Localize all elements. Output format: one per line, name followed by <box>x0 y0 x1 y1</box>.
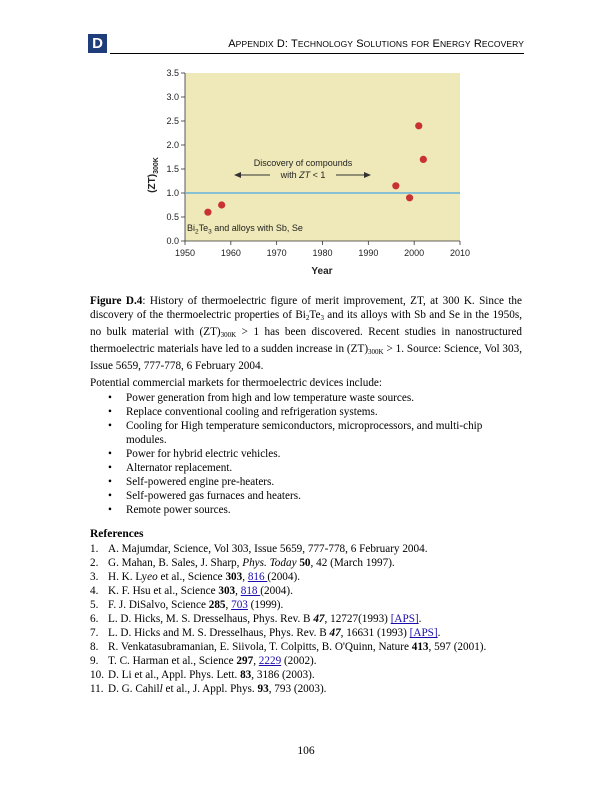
running-header: APPENDIX D: TECHNOLOGY SOLUTIONS FOR ENERGY RECOVERY <box>228 38 524 50</box>
bi2te3-label: $Bi_2Te_3$ and alloys with Sb, Se <box>187 223 303 236</box>
header-rule <box>110 53 524 54</box>
reference-item: 9. T. C. Harman et al., Science 297, 2229 (2002). <box>90 655 317 667</box>
x-tick-label: 2010 <box>449 248 471 258</box>
data-point <box>392 182 399 189</box>
annotation-zt: with ZT < 1 <box>280 170 326 180</box>
y-tick-label: 3.0 <box>166 92 179 102</box>
data-point <box>406 194 413 201</box>
y-axis <box>166 68 185 246</box>
data-point <box>420 156 427 163</box>
figure-caption: Figure D.4: History of thermoelectric figure of merit improvement, ZT, at 300 K. Since the discovery of the thermoelectric properties of $Bi_2Te_3$ and its alloys with Sb and Se in the 1950s, no bulk material with $(ZT)_{300K} > 1$ has been discovered. Recent studies in nanostructured thermoelectric materials have led to a sudden increase in $(ZT)_{300K} > 1$. Source: Science, Vol 303, Issue 5659, 777-778, 6 February 2004. <box>90 295 522 372</box>
reference-item: 1. A. Majumdar, Science, Vol 303, Issue 5659, 777-778, 6 February 2004. <box>90 543 428 555</box>
appendix-badge: D <box>88 34 107 53</box>
y-tick-label: 1.5 <box>166 164 179 174</box>
markets-intro: Potential commercial markets for thermoelectric devices include: <box>90 377 383 389</box>
x-axis <box>175 241 470 258</box>
x-tick-label: 1970 <box>266 248 287 258</box>
x-tick-label: 1960 <box>220 248 241 258</box>
list-item: • Remote power sources. <box>108 503 518 517</box>
x-tick-label: 1950 <box>174 248 196 258</box>
reference-item: 2. G. Mahan, B. Sales, J. Sharp, Phys. Today 50, 42 (March 1997). <box>90 557 395 569</box>
list-item: • Alternator replacement. <box>108 461 518 475</box>
y-tick-label: 0.0 <box>166 236 179 246</box>
reference-item: 3. H. K. Lyeo et al., Science 303, 816 (2004). <box>90 571 301 583</box>
x-tick-label: 1990 <box>358 248 379 258</box>
reference-link[interactable]: 703 <box>231 599 248 611</box>
y-axis-label: $(ZT)_{300K}$ <box>147 157 160 193</box>
list-item: • Replace conventional cooling and refrigeration systems. <box>108 405 518 419</box>
annotation-discovery: Discovery of compounds <box>253 158 353 168</box>
reference-item: 8. R. Venkatasubramanian, E. Siivola, T. Colpitts, B. O'Quinn, Nature 413, 597 (2001). <box>90 641 487 653</box>
list-item: • Cooling for High temperature semiconductors, microprocessors, and multi-chip modules. <box>108 419 518 447</box>
page-number: 106 <box>297 745 315 757</box>
y-tick-label: 1.0 <box>166 188 179 198</box>
reference-item: 10. D. Li et al., Appl. Phys. Lett. 83, 3186 (2003). <box>90 669 315 681</box>
zt-history-chart <box>140 65 480 287</box>
reference-item: 5. F. J. DiSalvo, Science 285, 703 (1999). <box>90 599 284 611</box>
list-item: • Power generation from high and low temperature waste sources. <box>108 391 518 405</box>
x-tick-label: 1980 <box>312 248 333 258</box>
reference-item: 4. K. F. Hsu et al., Science 303, 818 (2004). <box>90 585 293 597</box>
references-list <box>90 542 530 696</box>
x-axis-label: Year <box>311 266 333 277</box>
reference-link[interactable]: [APS] <box>390 613 419 625</box>
reference-link[interactable]: 2229 <box>258 655 282 667</box>
list-item: • Self-powered engine pre-heaters. <box>108 475 518 489</box>
references-heading: References <box>90 528 144 540</box>
data-point <box>218 201 225 208</box>
markets-list <box>108 391 518 517</box>
y-tick-label: 2.0 <box>166 140 179 150</box>
reference-link[interactable]: 816 <box>247 571 268 583</box>
y-tick-label: 0.5 <box>166 212 179 222</box>
data-point <box>204 209 211 216</box>
data-point <box>415 122 422 129</box>
reference-item: 7. L. D. Hicks and M. S. Dresselhaus, Phys. Rev. B 47, 16631 (1993) [APS]. <box>90 627 441 639</box>
reference-link[interactable]: 818 <box>240 585 261 597</box>
reference-item: 11. D. G. Cahill et al., J. Appl. Phys. 93, 793 (2003). <box>90 683 327 695</box>
reference-item: 6. L. D. Hicks, M. S. Dresselhaus, Phys. Rev. B 47, 12727(1993) [APS]. <box>90 613 422 625</box>
y-tick-label: 2.5 <box>166 116 179 126</box>
figure-label: Figure D.4 <box>90 295 143 307</box>
y-tick-label: 3.5 <box>166 68 179 78</box>
plot-background <box>185 73 460 241</box>
x-tick-label: 2000 <box>404 248 425 258</box>
list-item: • Self-powered gas furnaces and heaters. <box>108 489 518 503</box>
list-item: • Power for hybrid electric vehicles. <box>108 447 518 461</box>
reference-link[interactable]: [APS] <box>409 627 438 639</box>
